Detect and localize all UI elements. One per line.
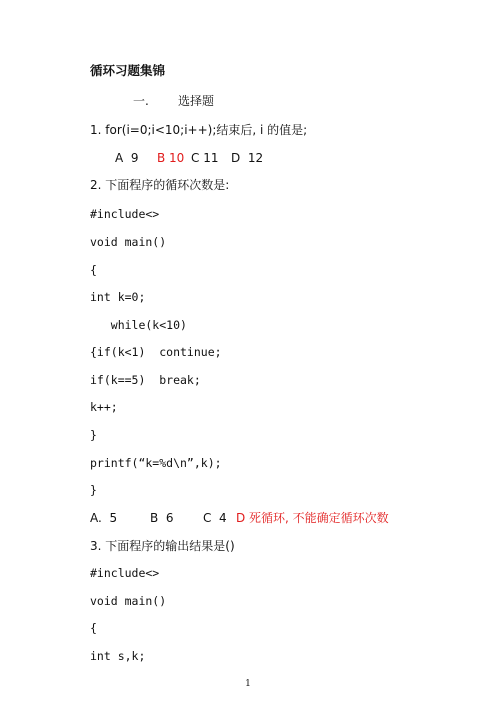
code-line: if(k==5) break; bbox=[90, 373, 201, 387]
page-number: 1 bbox=[245, 679, 251, 689]
code-line: {if(k<1) continue; bbox=[90, 345, 222, 359]
code-line: #include<> bbox=[90, 566, 160, 580]
question-2-text: 2. 下面程序的循环次数是: bbox=[90, 178, 230, 192]
code-line: int s,k; bbox=[90, 649, 146, 663]
q1-option-c: C 11 bbox=[191, 151, 219, 165]
code-line: void main() bbox=[90, 594, 167, 608]
q2-option-d-answer: D 死循环, 不能确定循环次数 bbox=[236, 511, 389, 525]
q1-option-d: D 12 bbox=[231, 151, 264, 165]
code-line: while(k<10) bbox=[90, 318, 187, 332]
q1-option-b-answer: B 10 bbox=[157, 151, 185, 165]
section-heading: 选择题 bbox=[178, 94, 215, 108]
document-title: 循环习题集锦 bbox=[90, 63, 166, 78]
code-line: } bbox=[90, 428, 97, 442]
q2-option-b: B 6 bbox=[150, 511, 174, 525]
code-line: void main() bbox=[90, 235, 167, 249]
code-line: k++; bbox=[90, 400, 118, 414]
code-line: int k=0; bbox=[90, 290, 146, 304]
code-line: { bbox=[90, 621, 97, 635]
code-line: { bbox=[90, 263, 97, 277]
code-line: printf(“k=%d\n”,k); bbox=[90, 456, 222, 470]
code-line: #include<> bbox=[90, 207, 160, 221]
code-line: } bbox=[90, 483, 97, 497]
q2-option-c: C 4 bbox=[203, 511, 227, 525]
q2-option-a: A. 5 bbox=[90, 511, 118, 525]
question-3-text: 3. 下面程序的输出结果是() bbox=[90, 539, 235, 553]
q1-option-a: A 9 bbox=[115, 151, 139, 165]
question-1-text: 1. for(i=0;i<10;i++);结束后, i 的值是; bbox=[90, 123, 308, 137]
section-number: 一. bbox=[133, 94, 149, 108]
